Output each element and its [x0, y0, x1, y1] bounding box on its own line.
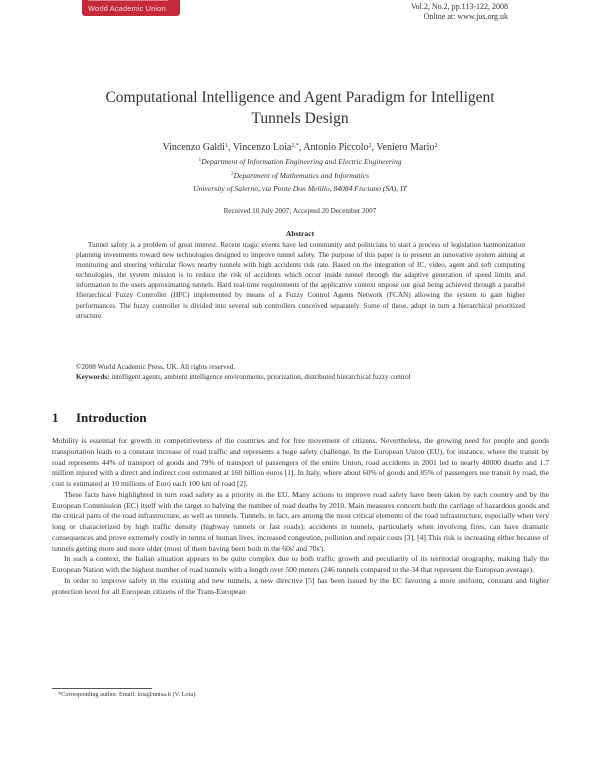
title-line-1: Computational Intelligence and Agent Paradigm for Intelligent [105, 89, 495, 106]
author-name: Vincenzo Galdi [162, 142, 225, 153]
section-heading [52, 410, 147, 426]
affiliation-mark: 1 [198, 157, 202, 163]
paragraph: These facts have highlighted in turn road safety as a priority in the EU. Many actions to improve road safety have been taken by each country and by the European Commission (EC) itself with the target to halving the number of road deaths by 2010. Main measures concern both the carriage of hazardous goods and the critical parts of the road infrastructure, as well as tunnels. Tunnels, in fact, are among the most critical elements of the road infrastructure, especially when very long or characterized by high traffic density (highway tunnels or fast roads): accidents in tunnels, particularly when involving fires, can have dramatic consequences and prove extremely costly in terms of human lives, increased congestion, pollution and repair costs [3], [4].This risk is increasing either because of tunnels getting more and more older (most of them having been built in the 60s' and 70s'). [52, 489, 549, 553]
publisher-logo [82, 0, 180, 16]
keywords [76, 372, 525, 382]
publisher-logo-text: World Academic Union [88, 4, 166, 13]
logo-band [88, 0, 168, 1]
affiliation-text: Department of Information Engineering and Electric Engineering [201, 157, 402, 166]
journal-volume: Vol.2, No.2, pp.113-122, 2008 [410, 2, 508, 11]
section-number: 1 [52, 410, 59, 425]
author-affil-mark: 2,* [291, 143, 299, 149]
paragraph: In order to improve safety in the existing and new tunnels, a new directive [5] has been issued by the EC favoring a more uniform, constant and higher protection level for all European citizens of the Trans-European [52, 575, 549, 596]
footnote-divider [52, 688, 152, 689]
paragraph: In such a context, the Italian situation appears to be quite complex due to both traffic growth and peculiarity of its territorial orography, making Italy the European Nation with the highest number of road tunnels with a length over 500 meters (246 tunnels compared to the 34 that represent the European average). [52, 554, 549, 574]
author-affil-mark: 2 [434, 143, 438, 149]
section-title: Introduction [76, 410, 147, 425]
abstract-text: Tunnel safety is a problem of great interest. Recent tragic events have led community and politicians to start a process of legislation harmonization planning investments toward new technologies designed to improve tunnel safety. The purpose of this paper is to present an innovative system aiming at monitoring and steering vehicular flows nearby tunnels with high accidents risk rate. Based on the integration of IC, video, agent and soft computing technologies, the system mission is to reduce the risk of accidents which occur inside tunnel through the adaptive generation of speed limits and information to the users approximating tunnels. Hard real-time requirements of the applicative context impose our goal being achieved through a parallel Hierarchical Fuzzy Controller (HFC) implemented by means of a Fuzzy Control Agents Network (FCAN) allowing the system to gain higher performances. The fuzzy controller is divided into several sub controllers conceived separately. Some of these, adopt in turn a hierarchical prioritized structure. [76, 241, 525, 320]
author-affil-mark: 1 [224, 143, 228, 149]
received-dates: Received 10 July 2007; Accepted 20 December 2007 [223, 207, 377, 215]
keywords-list: intelligent agents, ambient intelligence environments, priorization, distributed hierarchical fuzzy control [111, 373, 411, 381]
author-name: Antonio Piccolo [303, 142, 369, 153]
author-affil-mark: 2 [368, 143, 372, 149]
affiliation-mark: 2 [230, 171, 234, 177]
affiliation-1 [52, 155, 548, 167]
title-line-2: Tunnels Design [251, 110, 349, 127]
author-list: Vincenzo Galdi$^1$, Vincenzo Loia$^{2,*}$, Antonio Piccolo$^2$, Veniero Mario$^2$ [162, 142, 438, 153]
online-url: Online at: www.jus.org.uk [423, 12, 508, 21]
copyright-notice: ©2008 World Academic Press, UK. All rights reserved. [76, 363, 236, 371]
affiliation-text: Department of Mathematics and Informatics [233, 171, 370, 180]
university-address: University of Salerno, via Ponte Don Melillo, 84084 Fisciano (SA), IT [193, 184, 407, 193]
paragraph: Mobility is essential for growth in competitiveness of the countries and for free movement of citizens. Nevertheless, the growing need for people and goods transportation leads to a constant increase of road traffic and represents a huge safety challenge. In the European Union (EU), for instance, where the transit by road represents 44% of transport of goods and 79% of transport of passengers of the entire Union, road accidents in 2001 led to nearly 40000 deaths and 1.7 million injured with a direct and indirect cost estimated at 160 billion euros [1]. In Italy, where about 60% of goods and 85% of passengers use transit by road, the cost is estimated at 10 millions of Euro each 100 km of road [2]. [52, 436, 549, 488]
keywords-label: Keywords: [76, 373, 110, 381]
footnote: *Corresponding author. Email: loia@unisa.it (V. Loia). [58, 691, 197, 698]
paper-title [52, 87, 548, 129]
author-name: Veniero Mario [376, 142, 435, 153]
journal-info [411, 2, 508, 22]
author-name: Vincenzo Loia [232, 142, 292, 153]
body-text [52, 436, 549, 597]
affiliation-2 [52, 169, 548, 181]
abstract-heading: Abstract [285, 229, 315, 238]
